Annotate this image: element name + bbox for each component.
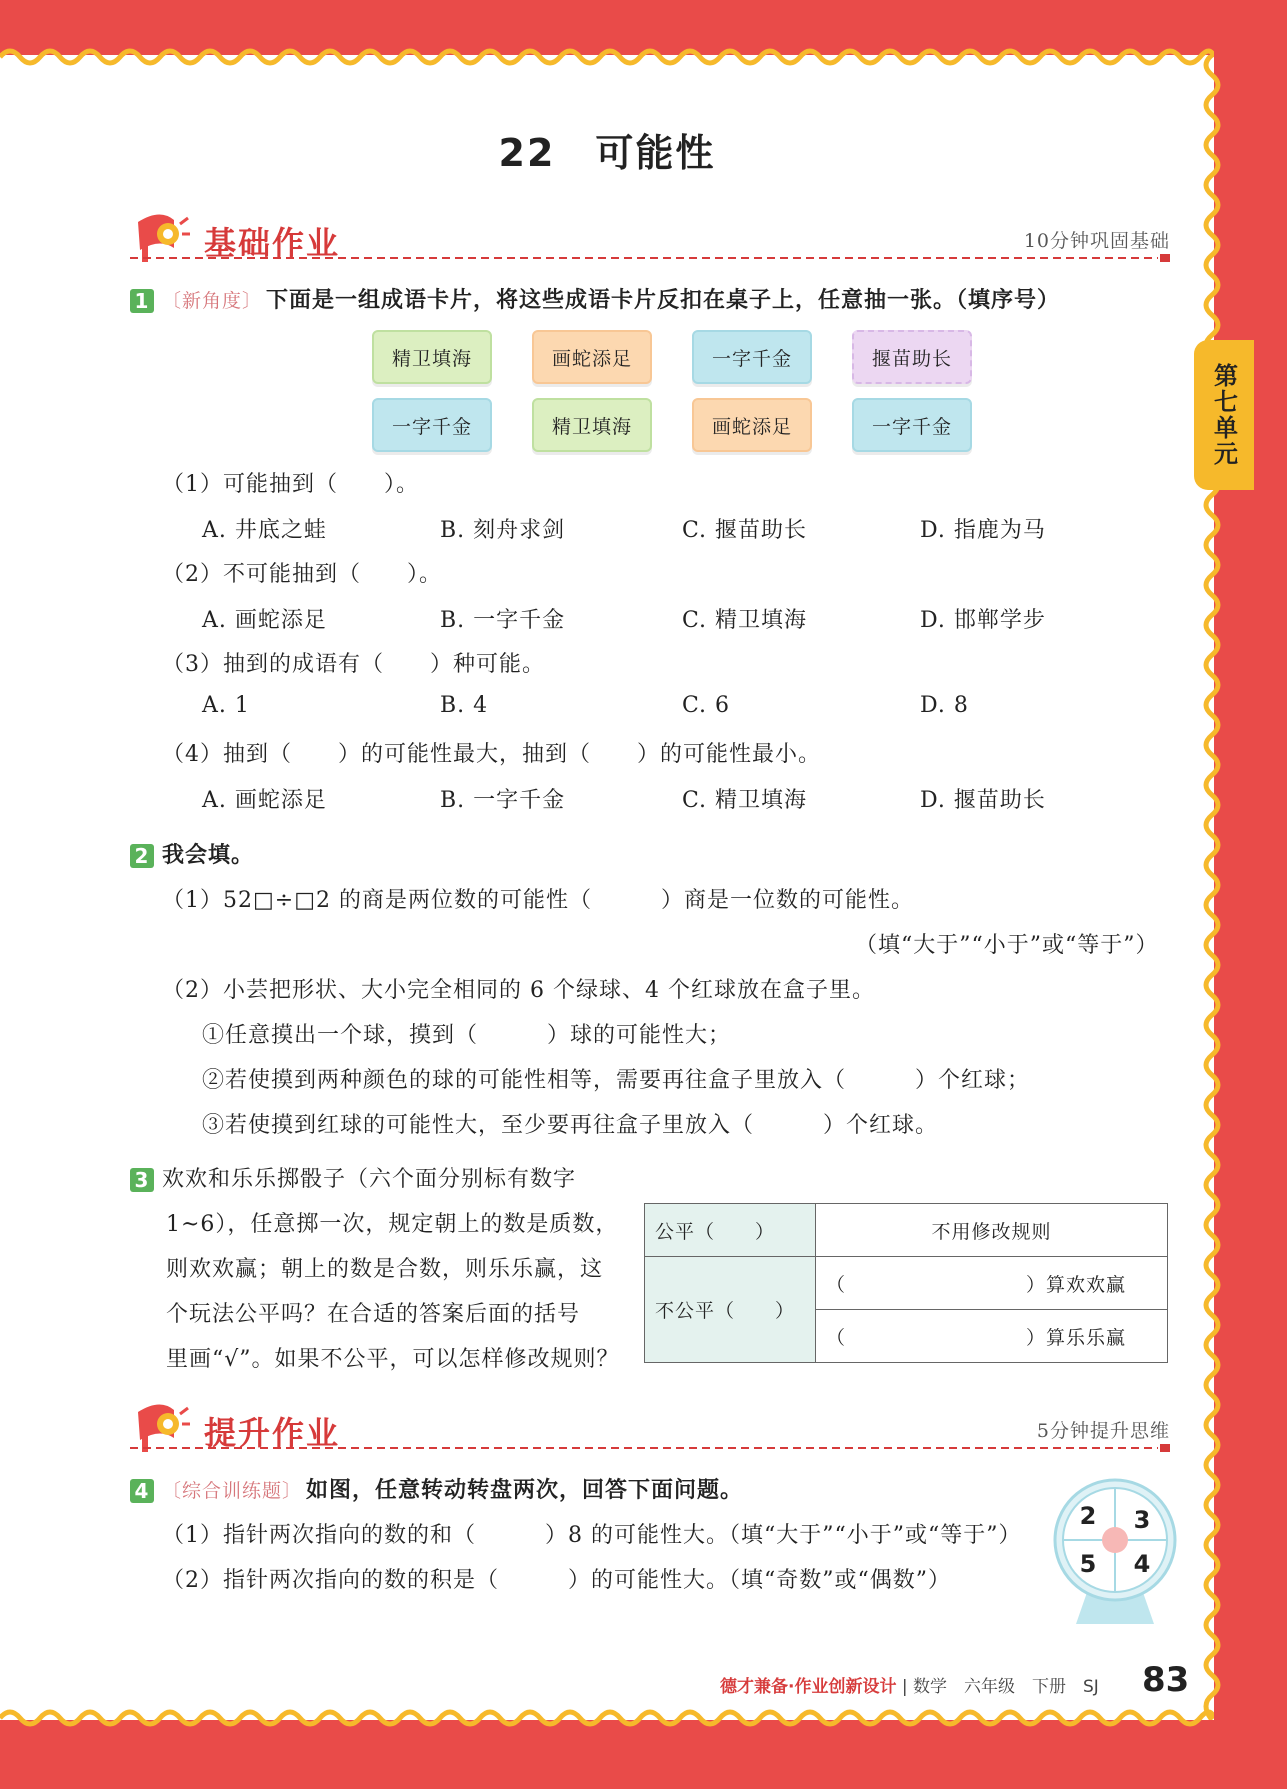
question-number: 3	[130, 1168, 154, 1192]
section-title: 提升作业	[204, 1414, 341, 1452]
idiom-card: 精卫填海	[532, 398, 652, 452]
idiom-card: 揠苗助长	[852, 330, 972, 384]
sub-question: （3）抽到的成语有（ ）种可能。	[162, 652, 545, 677]
fair-cell[interactable]: 公平（ ）	[645, 1204, 816, 1257]
spinner-number: 3	[1133, 1506, 1151, 1534]
fair-rule-cell: 不用修改规则	[816, 1204, 1168, 1257]
fill-hint: （填“大于”“小于”或“等于”）	[855, 933, 1159, 958]
option-b: B. 4	[440, 693, 489, 718]
sub-question: （1）指针两次指向的数的和（ ）8 的可能性大。（填“大于”“小于”或“等于”）	[162, 1523, 1022, 1548]
option-c: C. 6	[682, 693, 731, 718]
sub-question-item: ①任意摸出一个球，摸到（ ）球的可能性大；	[202, 1023, 732, 1048]
unit-tab-label: 第七单元	[1209, 363, 1238, 467]
footer-meta: | 数学 六年级 下册 SJ	[901, 1677, 1099, 1697]
sub-question: （2）小芸把形状、大小完全相同的 6 个绿球、4 个红球放在盒子里。	[162, 978, 875, 1003]
idiom-card: 一字千金	[372, 398, 492, 452]
option-a: A. 1	[202, 693, 250, 718]
question-text: 下面是一组成语卡片，将这些成语卡片反扣在桌子上，任意抽一张。（填序号）	[266, 288, 1061, 313]
question-text: 我会填。	[162, 843, 255, 868]
question-tag: 〔新角度〕	[162, 290, 263, 312]
sub-question: （2）指针两次指向的数的积是（ ）的可能性大。（填“奇数”或“偶数”）	[162, 1568, 951, 1593]
section-divider	[130, 254, 1170, 262]
question-text: 欢欢和乐乐掷骰子（六个面分别标有数字	[162, 1167, 577, 1192]
unit-tab	[1194, 340, 1254, 490]
rule-huanhuan-cell[interactable]: （ ）算欢欢赢	[816, 1257, 1168, 1310]
sub-question-item: ②若使摸到两种颜色的球的可能性相等，需要再往盒子里放入（ ）个红球；	[202, 1068, 1031, 1093]
question-tag: 〔综合训练题〕	[162, 1480, 303, 1502]
option-d: D. 指鹿为马	[920, 518, 1046, 543]
option-d: D. 邯郸学步	[920, 608, 1046, 633]
decorative-wave-right	[1200, 55, 1224, 1720]
option-b: B. 刻舟求剑	[440, 518, 566, 543]
question-text: 如图，任意转动转盘两次，回答下面问题。	[306, 1478, 744, 1503]
section-title: 基础作业	[204, 224, 341, 262]
section-hint: 5分钟提升思维	[1036, 1420, 1170, 1442]
section-header-advanced	[130, 1400, 1170, 1456]
question-3-stem	[130, 1162, 576, 1193]
option-c: C. 精卫填海	[682, 608, 808, 633]
option-a: A. 画蛇添足	[202, 608, 327, 633]
section-divider	[130, 1444, 1170, 1452]
question-number: 4	[130, 1479, 154, 1503]
question-text-line: 个玩法公平吗？在合适的答案后面的括号	[166, 1302, 581, 1327]
idiom-card: 一字千金	[852, 398, 972, 452]
sub-question: （4）抽到（ ）的可能性最大，抽到（ ）的可能性最小。	[162, 742, 821, 767]
idiom-card: 一字千金	[692, 330, 812, 384]
question-text-line: 则欢欢赢；朝上的数是合数，则乐乐赢，这	[166, 1257, 604, 1282]
unfair-cell[interactable]: 不公平（ ）	[645, 1257, 816, 1363]
idiom-card: 画蛇添足	[692, 398, 812, 452]
option-c: C. 揠苗助长	[682, 518, 808, 543]
question-text-line: 1~6），任意掷一次，规定朝上的数是质数，	[166, 1212, 619, 1237]
question-number: 1	[130, 289, 154, 313]
rules-table	[644, 1203, 1168, 1363]
option-a: A. 井底之蛙	[202, 518, 327, 543]
option-b: B. 一字千金	[440, 608, 566, 633]
idiom-card: 精卫填海	[372, 330, 492, 384]
option-a: A. 画蛇添足	[202, 788, 327, 813]
option-c: C. 精卫填海	[682, 788, 808, 813]
sub-question-item: ③若使摸到红球的可能性大，至少要再往盒子里放入（ ）个红球。	[202, 1113, 939, 1138]
decorative-wave-top	[0, 45, 1214, 69]
spinner-number: 2	[1079, 1502, 1097, 1530]
page-title: 22 可能性	[498, 131, 716, 175]
decorative-wave-bottom	[0, 1706, 1214, 1730]
spinner-wheel	[1052, 1478, 1178, 1628]
question-text-line: 里画“√”。如果不公平，可以怎样修改规则？	[166, 1347, 620, 1372]
sub-question: （1）52□÷□2 的商是两位数的可能性（ ）商是一位数的可能性。	[162, 888, 914, 913]
question-2-stem	[130, 838, 254, 869]
spinner-number: 5	[1079, 1550, 1097, 1578]
footer	[720, 1672, 1099, 1697]
rule-lele-cell[interactable]: （ ）算乐乐赢	[816, 1310, 1168, 1363]
question-1-stem	[130, 283, 1060, 314]
sub-question: （2）不可能抽到（ ）。	[162, 562, 442, 587]
spinner-number: 4	[1133, 1550, 1151, 1578]
page-number: 83	[1142, 1660, 1190, 1700]
question-number: 2	[130, 844, 154, 868]
section-hint: 10分钟巩固基础	[1023, 230, 1170, 252]
footer-brand: 德才兼备·作业创新设计	[720, 1677, 897, 1697]
section-header-basic	[130, 210, 1170, 266]
idiom-card: 画蛇添足	[532, 330, 652, 384]
question-4-stem	[130, 1473, 743, 1504]
option-d: D. 8	[920, 693, 969, 718]
option-d: D. 揠苗助长	[920, 788, 1046, 813]
sub-question: （1）可能抽到（ ）。	[162, 472, 419, 497]
option-b: B. 一字千金	[440, 788, 566, 813]
